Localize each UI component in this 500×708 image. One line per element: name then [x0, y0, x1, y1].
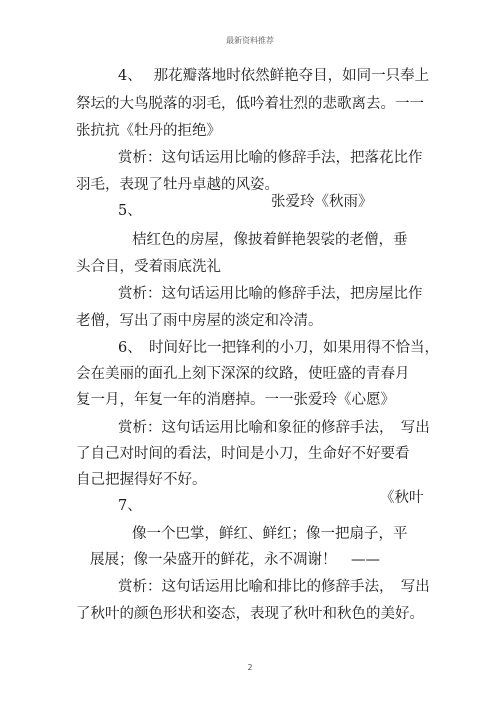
text-line: 6、 时间好比一把锋利的小刀，如果用得不恰当， — [118, 340, 439, 356]
text-line: 桔红色的房屋，像披着鲜艳袈裟的老僧，垂 — [132, 232, 408, 248]
text-line: 羽毛，表现了牡丹卓越的风姿。 — [76, 177, 279, 193]
text-line: 像一个巴掌，鲜红、鲜红；像一把扇子，平 — [132, 526, 408, 542]
text-line: 展展；像一朵盛开的鲜花，永不凋谢！ —— — [90, 552, 380, 568]
text-line: 了秋叶的颜色形状和姿态，表现了秋叶和秋色的美好。 — [76, 606, 424, 622]
text-line: 复一月，年复一年的消磨掉。一一张爱玲《心愿》 — [76, 392, 395, 408]
text-line: 了自己对时间的看法，时间是小刀，生命好不好要看 — [76, 446, 410, 462]
text-line: 自己把握得好不好。 — [76, 472, 207, 488]
text-line: 赏析：这句话运用比喻和排比的修辞手法， 写出 — [118, 579, 430, 595]
text-line: 祭坛的大鸟脱落的羽毛，低吟着壮烈的悲歌离去。一一 — [76, 96, 424, 112]
text-line: 头合目，受着雨底洗礼 — [76, 259, 221, 275]
page-header: 最新资料推荐 — [226, 36, 274, 45]
text-line: 张抗抗《牡丹的拒绝》 — [76, 123, 221, 139]
text-line: 7、 — [118, 498, 142, 514]
text-line: 赏析：这句话运用比喻的修辞手法，把落花比作 — [118, 150, 423, 166]
text-line: 赏析：这句话运用比喻和象征的修辞手法， 写出 — [118, 420, 430, 436]
page-number: 2 — [247, 663, 253, 672]
text-line: 张爱玲《秋雨》 — [271, 194, 373, 210]
text-line: 赏析：这句话运用比喻的修辞手法，把房屋比作 — [118, 286, 423, 302]
text-line: 会在美丽的面孔上刻下深深的纹路，使旺盛的青春月 — [76, 366, 410, 382]
text-line: 4、 那花瓣落地时依然鲜艳夺目，如同一只奉上 — [118, 68, 430, 84]
text-line: 5、 — [118, 203, 142, 219]
text-line: 老僧，写出了雨中房屋的淡定和冷清。 — [76, 313, 323, 329]
text-line: 《秋叶 — [380, 490, 424, 506]
